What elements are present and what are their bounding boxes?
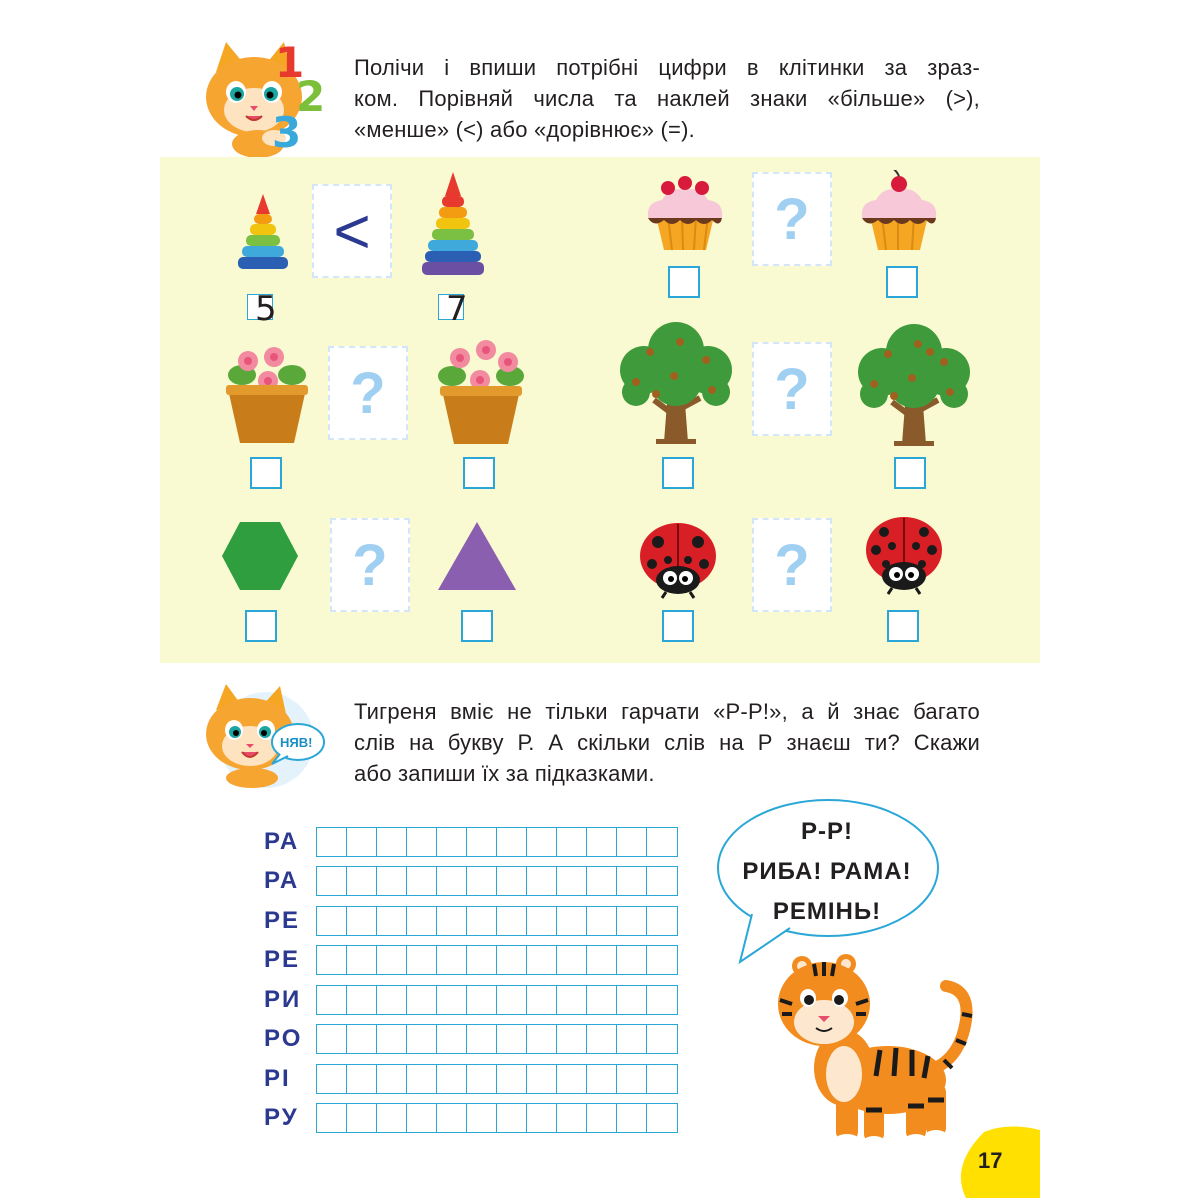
answer-box-2-left[interactable]	[668, 266, 700, 298]
letter-cell[interactable]	[317, 946, 347, 974]
letter-cell[interactable]	[527, 907, 557, 935]
syllable-label: РА	[264, 867, 300, 895]
letter-cell[interactable]	[317, 828, 347, 856]
tree-more-nuts-icon	[854, 322, 974, 451]
letter-cell[interactable]	[467, 1025, 497, 1053]
writing-grid[interactable]	[316, 1024, 678, 1054]
letter-cell[interactable]	[467, 867, 497, 895]
letter-cell[interactable]	[377, 1065, 407, 1093]
letter-cell[interactable]	[437, 828, 467, 856]
letter-cell[interactable]	[497, 907, 527, 935]
letter-cell[interactable]	[467, 986, 497, 1014]
ladybug-more-spots-icon	[862, 514, 946, 603]
letter-cell[interactable]	[437, 907, 467, 935]
writing-grid[interactable]	[316, 827, 678, 857]
letter-cell[interactable]	[497, 986, 527, 1014]
letter-cell[interactable]	[317, 867, 347, 895]
letter-cell[interactable]	[557, 946, 587, 974]
letter-cell[interactable]	[587, 828, 617, 856]
letter-cell[interactable]	[317, 1065, 347, 1093]
compare-sign-box-6[interactable]: ?	[752, 518, 832, 612]
letter-cell[interactable]	[347, 1104, 377, 1132]
letter-cell[interactable]	[617, 1104, 647, 1132]
syllable-row	[264, 862, 680, 902]
syllable-writing-list	[264, 822, 680, 1138]
letter-cell[interactable]	[617, 986, 647, 1014]
cupcake-one-cherry-icon	[858, 170, 940, 257]
letter-cell[interactable]	[497, 1104, 527, 1132]
letter-cell[interactable]	[587, 907, 617, 935]
letter-cell[interactable]	[437, 1104, 467, 1132]
letter-cell[interactable]	[377, 907, 407, 935]
letter-cell[interactable]	[587, 1104, 617, 1132]
syllable-label: РЕ	[264, 946, 301, 974]
letter-cell[interactable]	[347, 867, 377, 895]
letter-cell[interactable]	[377, 1025, 407, 1053]
tree-fewer-nuts-icon	[616, 320, 736, 449]
letter-cell[interactable]	[317, 986, 347, 1014]
pyramid-toy-large-icon	[420, 172, 486, 285]
hexagon-shape-icon	[220, 520, 300, 597]
letter-cell[interactable]	[497, 1065, 527, 1093]
letter-cell[interactable]	[557, 1065, 587, 1093]
letter-cell[interactable]	[407, 828, 437, 856]
digit-one: 1	[275, 38, 305, 87]
triangle-shape-icon	[436, 520, 518, 597]
syllable-label: РА	[264, 827, 300, 855]
letter-cell[interactable]	[407, 1065, 437, 1093]
writing-grid[interactable]	[316, 945, 678, 975]
letter-cell[interactable]	[377, 986, 407, 1014]
letter-cell[interactable]	[527, 1104, 557, 1132]
writing-grid[interactable]	[316, 866, 678, 896]
writing-grid[interactable]	[316, 906, 678, 936]
pyramid-toy-small-icon	[236, 194, 290, 281]
letter-cell[interactable]	[587, 946, 617, 974]
letter-cell[interactable]	[497, 867, 527, 895]
letter-cell[interactable]	[467, 828, 497, 856]
letter-cell[interactable]	[317, 1025, 347, 1053]
syllable-row	[264, 941, 680, 981]
letter-cell[interactable]	[617, 1065, 647, 1093]
page-number-tab	[956, 1126, 1042, 1198]
bubble-line-2: РИБА! РАМА!	[742, 858, 912, 885]
letter-cell[interactable]	[437, 867, 467, 895]
letter-cell[interactable]	[377, 1104, 407, 1132]
cupcake-three-cherries-icon	[642, 176, 728, 257]
letter-cell[interactable]	[587, 986, 617, 1014]
letter-cell[interactable]	[377, 946, 407, 974]
letter-cell[interactable]	[617, 867, 647, 895]
compare-sign-box-4[interactable]: ?	[752, 342, 832, 436]
letter-cell[interactable]	[617, 828, 647, 856]
letter-cell[interactable]	[647, 867, 677, 895]
bubble-line-3: РЕМІНЬ!	[772, 898, 882, 925]
task1-line-1: Полічи і впиши потрібні цифри в клітинки за зраз-	[354, 55, 980, 80]
letter-cell[interactable]	[347, 946, 377, 974]
letter-cell[interactable]	[527, 867, 557, 895]
syllable-label: РИ	[264, 985, 302, 1013]
syllable-row	[264, 1059, 680, 1099]
writing-grid[interactable]	[316, 985, 678, 1015]
letter-cell[interactable]	[527, 828, 557, 856]
letter-cell[interactable]	[407, 946, 437, 974]
letter-cell[interactable]	[377, 828, 407, 856]
flower-pot-four-flowers-icon	[436, 340, 526, 451]
ladybug-icon	[636, 520, 720, 605]
compare-sign-box-3[interactable]: ?	[328, 346, 408, 440]
letter-cell[interactable]	[347, 1065, 377, 1093]
letter-cell[interactable]	[497, 946, 527, 974]
letter-cell[interactable]	[557, 1104, 587, 1132]
letter-cell[interactable]	[317, 907, 347, 935]
letter-cell[interactable]	[527, 946, 557, 974]
tiger-illustration	[760, 950, 984, 1150]
answer-box-3-left[interactable]	[250, 457, 282, 489]
compare-sign-box-5[interactable]: ?	[330, 518, 410, 612]
letter-cell[interactable]	[617, 907, 647, 935]
answer-box-2-right[interactable]	[886, 266, 918, 298]
syllable-label: РУ	[264, 1104, 299, 1132]
letter-cell[interactable]	[437, 1065, 467, 1093]
letter-cell[interactable]	[437, 1025, 467, 1053]
task2-line-2: слів на букву Р. А скільки слів на Р знаєш ти? Скажи	[354, 730, 980, 755]
letter-cell[interactable]	[617, 1025, 647, 1053]
letter-cell[interactable]	[467, 946, 497, 974]
letter-cell[interactable]	[617, 946, 647, 974]
answer-box-5-left[interactable]	[245, 610, 277, 642]
letter-cell[interactable]	[647, 986, 677, 1014]
task2-line-3: або запиши їх за підказками.	[354, 761, 655, 786]
writing-grid[interactable]	[316, 1103, 678, 1133]
answer-box-3-right[interactable]	[463, 457, 495, 489]
letter-cell[interactable]	[587, 1025, 617, 1053]
speech-bubble	[712, 796, 942, 966]
letter-cell[interactable]	[407, 986, 437, 1014]
letter-cell[interactable]	[647, 1104, 677, 1132]
letter-cell[interactable]	[497, 1025, 527, 1053]
nyav-badge-text: НЯВ!	[280, 735, 313, 750]
letter-cell[interactable]	[347, 828, 377, 856]
syllable-row	[264, 822, 680, 862]
syllable-label: РО	[264, 1025, 303, 1053]
letter-cell[interactable]	[527, 986, 557, 1014]
letter-cell[interactable]	[527, 1065, 557, 1093]
letter-cell[interactable]	[647, 946, 677, 974]
letter-cell[interactable]	[437, 946, 467, 974]
task2-line-1: Тигреня вміє не тільки гарчати «Р-Р!», а й знає багато	[354, 699, 980, 724]
letter-cell[interactable]	[407, 1025, 437, 1053]
letter-cell[interactable]	[437, 986, 467, 1014]
letter-cell[interactable]	[347, 1025, 377, 1053]
letter-cell[interactable]	[347, 986, 377, 1014]
letter-cell[interactable]	[407, 907, 437, 935]
task1-line-2: ком. Порівняй числа та наклей знаки «більше» (>),	[354, 86, 980, 111]
letter-cell[interactable]	[497, 828, 527, 856]
digit-two: 2	[296, 72, 326, 121]
letter-cell[interactable]	[647, 907, 677, 935]
compare-sign-box-2[interactable]: ?	[752, 172, 832, 266]
syllable-row	[264, 1099, 680, 1139]
letter-cell[interactable]	[647, 1065, 677, 1093]
letter-cell[interactable]	[557, 828, 587, 856]
letter-cell[interactable]	[467, 1065, 497, 1093]
letter-cell[interactable]	[467, 907, 497, 935]
task1-line-3: «менше» (<) або «дорівнює» (=).	[354, 117, 695, 142]
answer-digit-1-left: 5	[255, 289, 277, 329]
task1-instruction	[354, 52, 980, 145]
page-number: 17	[978, 1148, 1003, 1173]
answer-box-6-right[interactable]	[887, 610, 919, 642]
bubble-line-1: Р-Р!	[801, 818, 853, 845]
answer-box-4-right[interactable]	[894, 457, 926, 489]
flower-pot-three-flowers-icon	[222, 345, 312, 450]
letter-cell[interactable]	[317, 1104, 347, 1132]
syllable-row	[264, 901, 680, 941]
answer-box-4-left[interactable]	[662, 457, 694, 489]
letter-cell[interactable]	[527, 1025, 557, 1053]
letter-cell[interactable]	[407, 1104, 437, 1132]
letter-cell[interactable]	[347, 907, 377, 935]
cat-mascot	[200, 684, 330, 788]
answer-box-5-right[interactable]	[461, 610, 493, 642]
syllable-row	[264, 980, 680, 1020]
letter-cell[interactable]	[467, 1104, 497, 1132]
letter-cell[interactable]	[377, 867, 407, 895]
letter-cell[interactable]	[587, 1065, 617, 1093]
letter-cell[interactable]	[557, 1025, 587, 1053]
syllable-label: РЕ	[264, 906, 301, 934]
letter-cell[interactable]	[557, 907, 587, 935]
answer-box-6-left[interactable]	[662, 610, 694, 642]
digit-three: 3	[272, 108, 302, 157]
letter-cell[interactable]	[647, 828, 677, 856]
letter-cell[interactable]	[587, 867, 617, 895]
syllable-row	[264, 1020, 680, 1060]
syllable-label: РІ	[264, 1064, 291, 1092]
letter-cell[interactable]	[557, 867, 587, 895]
letter-cell[interactable]	[557, 986, 587, 1014]
task2-instruction	[354, 696, 980, 789]
letter-cell[interactable]	[647, 1025, 677, 1053]
answer-digit-1-right: 7	[446, 289, 468, 329]
writing-grid[interactable]	[316, 1064, 678, 1094]
letter-cell[interactable]	[407, 867, 437, 895]
speech-bubble-text	[712, 812, 942, 932]
compare-sign-box-1[interactable]: <	[312, 184, 392, 278]
